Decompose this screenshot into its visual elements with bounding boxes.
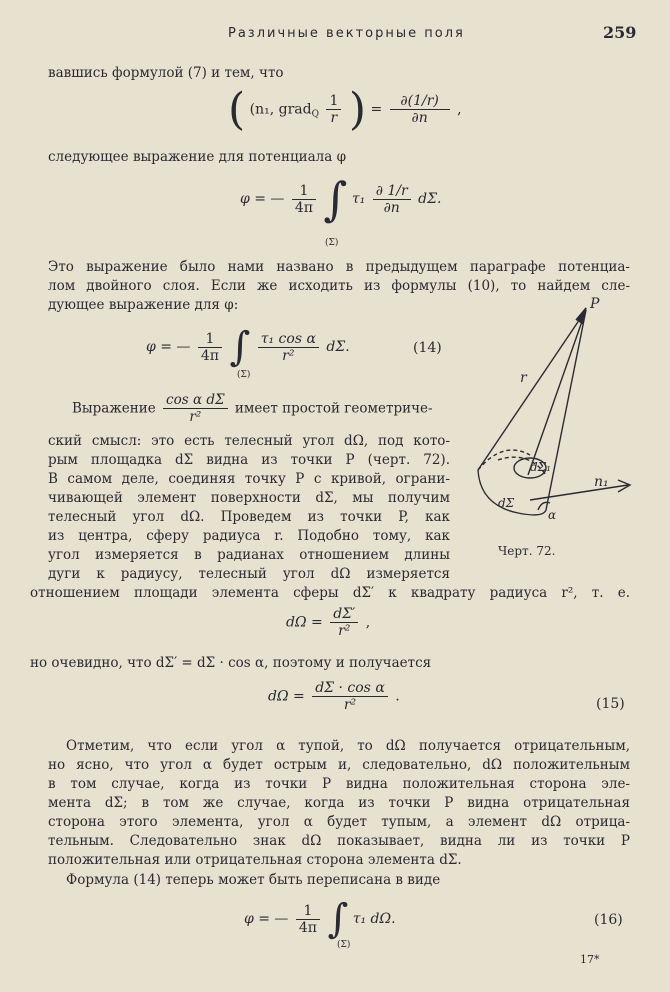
eq-grad-frac-d: r bbox=[330, 110, 338, 126]
text-line: Формула (14) теперь может быть переписана в виде bbox=[66, 872, 441, 888]
text-line: В самом деле, соединяя точку P с кривой, ограни- bbox=[48, 471, 450, 487]
eq-grad-lhs: (n₁, grad bbox=[249, 101, 312, 118]
equation-tag-15: (15) bbox=[596, 696, 625, 712]
page-number: 259 bbox=[603, 23, 637, 42]
eq14-lhs: φ = — bbox=[146, 339, 191, 355]
equation-tag-16: (16) bbox=[594, 912, 623, 928]
text-line: Это выражение было нами названо в предыдущем параграфе потенциа- bbox=[48, 259, 630, 275]
eq-domega-n: dΣ′ bbox=[330, 606, 358, 623]
text-line-with-fraction bbox=[72, 392, 433, 425]
equation-grad: ( (n₁, grad$_Q$ $\frac{1}{r}$ ) = $\frac{\partial(1/r)}{\partial n}$ , bbox=[228, 84, 462, 135]
equation-16: φ = — $\frac{1}{4\pi}$ ∫ τ₁ dΩ. bbox=[244, 896, 396, 942]
eq16-frac-d: 4π bbox=[298, 919, 317, 936]
text-line: отношением площади элемента сферы dΣ′ к квадрату радиуса r², т. е. bbox=[30, 585, 630, 601]
p4-frac-d: r² bbox=[189, 409, 202, 425]
eq14-body-n: τ₁ cos α bbox=[258, 331, 319, 348]
p4-frac-n: cos α dΣ bbox=[163, 392, 228, 409]
figure-label-alpha: α bbox=[548, 508, 557, 522]
integral-domain: (Σ) bbox=[325, 238, 339, 248]
text-line: тельным. Следовательно знак dΩ показывает, видна ли из точки P bbox=[48, 833, 630, 849]
integral-domain: (Σ) bbox=[237, 370, 251, 380]
equation-15 bbox=[268, 680, 400, 713]
radius-line bbox=[528, 310, 586, 475]
text-line: Отметим, что если угол α тупой, то dΩ получается отрицательным, bbox=[66, 738, 630, 754]
figure-label-r: r bbox=[520, 370, 527, 386]
text-line: чивающей элемент поверхности dΣ, мы получим bbox=[48, 490, 450, 506]
text-line: дуги к радиусу, телесный угол dΩ измеряется bbox=[48, 566, 450, 582]
eq16-lhs: φ = — bbox=[244, 911, 289, 927]
eq-phi1-body: τ₁ bbox=[351, 191, 366, 207]
eq-domega-d: r² bbox=[338, 623, 351, 639]
eq-phi1-frac-d: 4π bbox=[294, 199, 313, 216]
text-line: дующее выражение для φ: bbox=[48, 297, 239, 313]
text-line: мента dΣ; в том же случае, когда из точки P видна отрицательная bbox=[48, 795, 630, 811]
figure-label-p: P bbox=[590, 296, 600, 312]
text-line: из центра, сферу радиуса r. Подобно тому, как bbox=[48, 528, 450, 544]
eq-grad-rhs-n: ∂(1/r) bbox=[390, 93, 450, 110]
text-line: ский смысл: это есть телесный угол dΩ, под кото- bbox=[48, 433, 450, 449]
equation-14: φ = — $\frac{1}{4\pi}$ ∫ $\frac{\text{τ₁ cos α}}{\text{r²}}$ dΣ. bbox=[146, 324, 350, 370]
eq-phi1-inner-n: ∂ 1/r bbox=[373, 183, 411, 200]
eq15-n: dΣ · cos α bbox=[312, 680, 388, 697]
figure-label-dsigma: dΣ bbox=[498, 496, 515, 510]
eq-domega-lhs: dΩ = bbox=[286, 614, 323, 631]
eq14-body-d: r² bbox=[282, 347, 295, 364]
text-line: сторона этого элемента, угол α будет тупым, а элемент dΩ отрица- bbox=[48, 814, 630, 830]
text-line: лом двойного слоя. Если же исходить из формулы (10), то найдем сле- bbox=[48, 278, 630, 294]
eq14-tail: dΣ. bbox=[326, 339, 350, 355]
equation-phi-double-layer: φ = — $\frac{1}{4\pi}$ ∫ τ₁ $\frac{\partial 1/r}{\partial n}$ dΣ. bbox=[240, 172, 442, 226]
eq-domega-tail: , bbox=[365, 614, 371, 631]
eq-phi1-tail: dΣ. bbox=[418, 191, 442, 207]
eq14-frac-n: 1 bbox=[198, 331, 222, 348]
eq-grad-sub: Q bbox=[311, 109, 319, 120]
text-line: следующее выражение для потенциала φ bbox=[48, 149, 347, 165]
integral-domain: (Σ) bbox=[337, 940, 351, 950]
normal-n1 bbox=[530, 485, 628, 500]
figure-label-dsigma1: dΣ₁ bbox=[530, 460, 551, 474]
text-line: положительная или отрицательная сторона элемента dΣ. bbox=[48, 852, 462, 868]
text-line: угол измеряется в радианах отношением длины bbox=[48, 547, 450, 563]
p4-start: Выражение bbox=[72, 400, 156, 417]
equation-tag-14: (14) bbox=[413, 340, 442, 356]
eq-grad-rhs-d: ∂n bbox=[411, 110, 428, 126]
text-line: рым площадка dΣ видна из точки P (черт. 72). bbox=[48, 452, 450, 468]
text-line: но очевидно, что dΣ′ = dΣ · cos α, поэтому и получается bbox=[30, 655, 432, 671]
text-line: телесный угол dΩ. Проведем из точки P, как bbox=[48, 509, 450, 525]
text-line: но ясно, что угол α будет острым и, следовательно, dΩ положительным bbox=[48, 757, 630, 773]
equation-domega bbox=[286, 606, 370, 639]
text-line: вавшись формулой (7) и тем, что bbox=[48, 65, 284, 81]
eq-phi1-lhs: φ = — bbox=[240, 191, 285, 207]
eq15-d: r² bbox=[343, 697, 357, 713]
eq-grad-frac-n: 1 bbox=[326, 93, 341, 110]
text-line: в том случае, когда из точки P видна положительная сторона эле- bbox=[48, 776, 630, 792]
eq15-tail: . bbox=[395, 688, 400, 705]
eq-phi1-inner-d: ∂n bbox=[383, 199, 400, 216]
figure-label-n: n₁ bbox=[594, 474, 609, 490]
eq-phi1-frac-n: 1 bbox=[292, 183, 316, 200]
figure-caption: Черт. 72. bbox=[498, 544, 556, 558]
eq16-body: τ₁ dΩ. bbox=[352, 911, 396, 927]
p4-end: имеет простой геометриче- bbox=[234, 400, 433, 417]
sphere-arc-dashed bbox=[478, 450, 530, 470]
eq16-frac-n: 1 bbox=[296, 903, 320, 920]
signature-mark: 17* bbox=[580, 953, 600, 966]
running-header: Различные векторные поля bbox=[228, 26, 465, 41]
eq15-lhs: dΩ = bbox=[268, 688, 305, 705]
eq14-frac-d: 4π bbox=[200, 347, 219, 364]
